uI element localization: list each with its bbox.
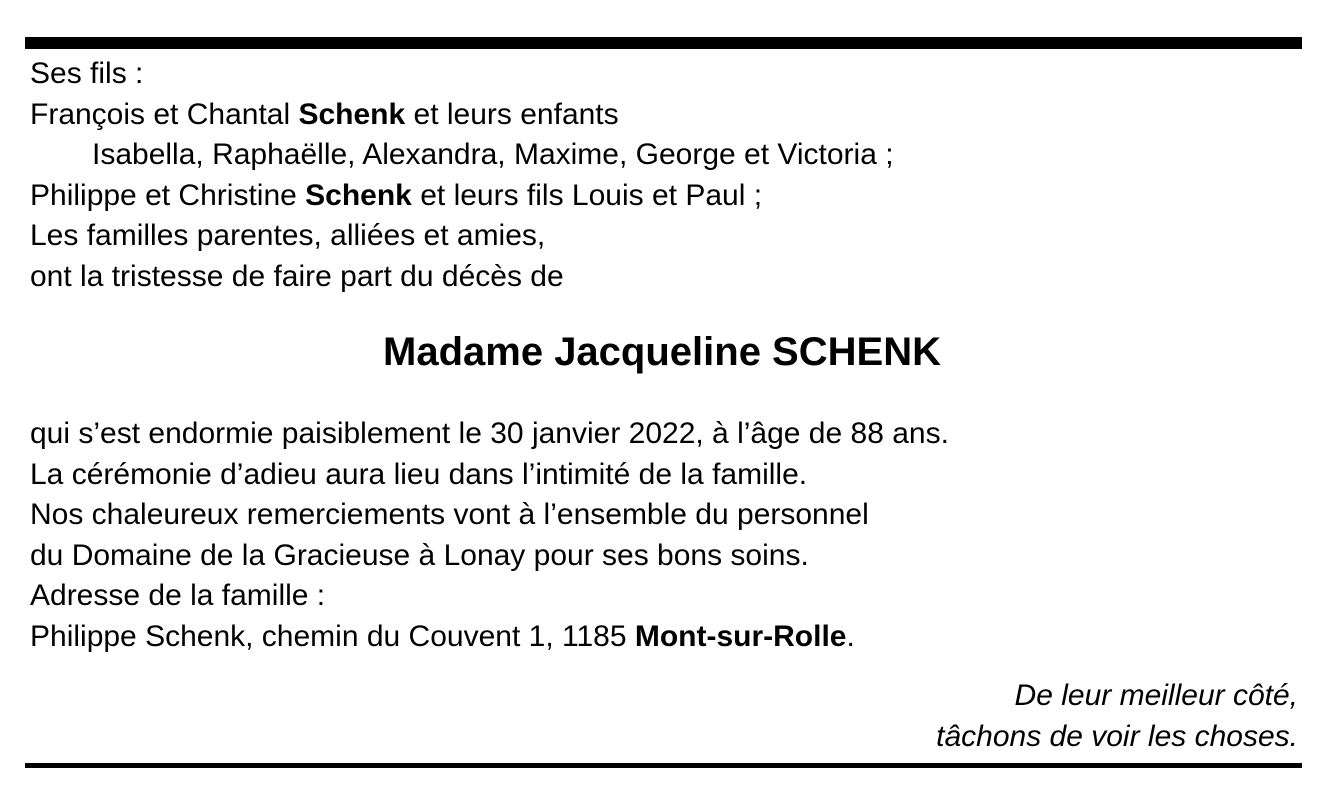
top-rule — [25, 37, 1302, 49]
surname-bold: Schenk — [298, 97, 406, 131]
surname-bold: Schenk — [305, 178, 412, 212]
son-francois-names: François et Chantal — [30, 97, 299, 131]
son-philippe-names: Philippe et Christine — [30, 178, 306, 212]
son-francois-suffix: et leurs enfants — [405, 97, 619, 131]
son-philippe-suffix: et leurs fils Louis et Paul ; — [411, 178, 763, 212]
closing-quote — [30, 676, 1298, 757]
son-francois-line — [30, 95, 1298, 136]
quote-line-1: De leur meilleur côté, — [1014, 679, 1298, 712]
relatives-line: Les familles parentes, alliées et amies, — [30, 219, 546, 252]
death-details-line: qui s’est endormie paisiblement le 30 janvier 2022, à l’âge de 88 ans. — [30, 417, 949, 450]
address-label: Adresse de la famille : — [30, 579, 326, 612]
thanks-line-1: Nos chaleureux remerciements vont à l’ensemble du personnel — [30, 498, 869, 531]
death-notice — [30, 54, 1298, 757]
ceremony-line: La cérémonie d’adieu aura lieu dans l’intimité de la famille. — [30, 457, 808, 491]
announcement-line: ont la tristesse de faire part du décès de — [30, 259, 564, 293]
bottom-rule — [25, 763, 1302, 768]
deceased-name: Madame Jacqueline SCHENK — [383, 330, 941, 374]
intro-line: Ses fils : — [30, 57, 144, 90]
grandchildren-line: Isabella, Raphaëlle, Alexandra, Maxime, George et Victoria ; — [92, 138, 894, 171]
address-suffix: . — [846, 619, 855, 653]
thanks-line-2: du Domaine de la Gracieuse à Lonay pour ses bons soins. — [30, 538, 809, 572]
address-line — [30, 617, 1298, 658]
quote-line-2: tâchons de voir les choses. — [936, 719, 1298, 753]
son-philippe-line — [30, 176, 1298, 217]
address-street: Philippe Schenk, chemin du Couvent 1, 1185 — [30, 619, 635, 653]
address-town: Mont-sur-Rolle — [634, 619, 847, 653]
